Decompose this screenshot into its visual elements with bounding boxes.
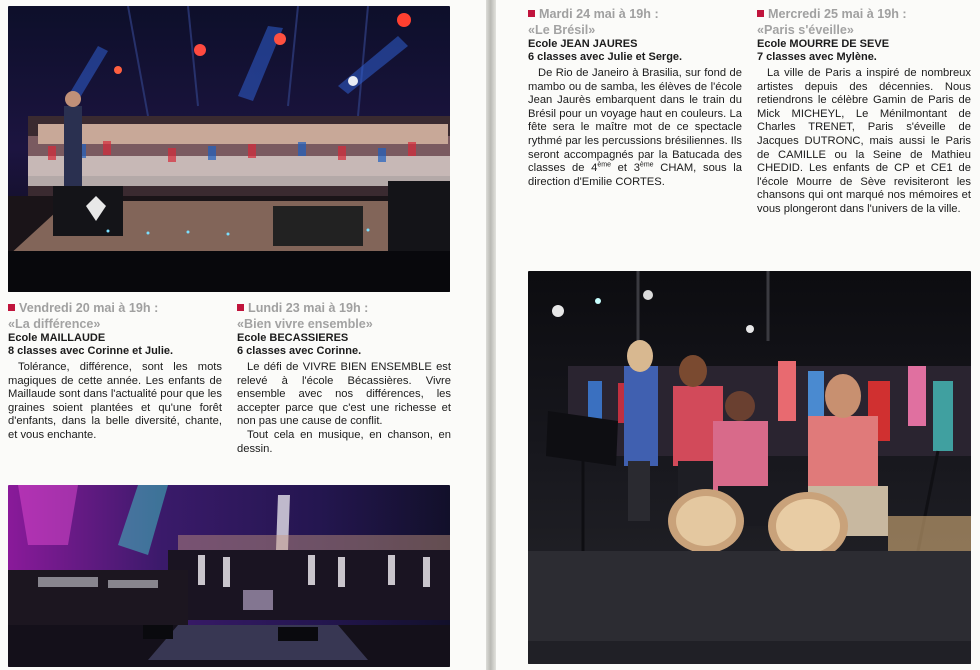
event-classes: 8 classes avec Corinne et Julie. [8, 345, 174, 357]
bullet-square-icon [8, 304, 15, 311]
event-title: «Le Brésil» [528, 23, 596, 37]
event-block-jean-jaures [528, 6, 742, 189]
event-school: Ecole MOURRE DE SEVE [757, 38, 890, 50]
event-block-maillaude [8, 300, 222, 443]
event-description: Le défi de VIVRE BIEN ENSEMBLE est relevé à l'école Bécassières. Vivre ensemble avec nos différences, les accepter parce que c'est une richesse et non pas une cause de conflit. [237, 361, 451, 428]
photo-choir-stage [8, 6, 450, 292]
event-school: Ecole BECASSIERES [237, 332, 349, 344]
event-date: Vendredi 20 mai à 19h : [8, 300, 222, 316]
event-description: La ville de Paris a inspiré de nombreux artistes depuis des décennies. Nous retiendrons le célèbre Gamin de Paris de Mick MICHEYL, Le Ménilmontant de Charles TRENET, Paris s'éveille de Jacques DUTRONC, mais aussi le Paris de CAMILLE ou la Seine de Mathieu CHEDID. Les enfants de CP et CE1 de l'école Mourre de Sève revisiteront les chansons qui ont marqué nos mémoires et vous plongeront dans l'univers de la ville. [757, 67, 971, 215]
event-date: Mercredi 25 mai à 19h : [757, 6, 971, 22]
event-classes: 6 classes avec Julie et Serge. [528, 51, 683, 63]
event-description: De Rio de Janeiro à Brasilia, sur fond de mambo ou de samba, les élèves de l'école Jean Jaurès embarquent dans le train du Brésil pour un voyage haut en couleurs. La fête sera le maître mot de ce spectacle rythmé par les percussions brésiliennes. Ils seront accompagnés par la Batucada des classes de 4ème et 3ème CHAM, sous la direction d'Emilie CORTES. [528, 67, 742, 188]
event-description-continued: Tout cela en musique, en chanson, en dessin. [237, 428, 451, 455]
bullet-square-icon [757, 10, 764, 17]
event-description: Tolérance, différence, sont les mots magiques de cette année. Les enfants de Maillaude sont dans l'actualité pour que les graines soient plantées et qu'une forêt d'enfants, dans la belle diversité, chante, et vous enchante. [8, 361, 222, 441]
event-title: «La différence» [8, 317, 101, 331]
event-title: «Bien vivre ensemble» [237, 317, 373, 331]
bullet-square-icon [528, 10, 535, 17]
event-block-becassieres [237, 300, 451, 456]
event-school: Ecole JEAN JAURES [528, 38, 638, 50]
event-school: Ecole MAILLAUDE [8, 332, 106, 344]
event-title: «Paris s'éveille» [757, 23, 854, 37]
event-classes: 6 classes avec Corinne. [237, 345, 362, 357]
event-date: Mardi 24 mai à 19h : [528, 6, 742, 22]
photo-orchestra [8, 485, 450, 667]
bullet-square-icon [237, 304, 244, 311]
event-block-mourre-de-seve [757, 6, 971, 217]
event-date: Lundi 23 mai à 19h : [237, 300, 451, 316]
event-classes: 7 classes avec Mylène. [757, 51, 877, 63]
page-gutter [486, 0, 496, 670]
photo-drummers [528, 271, 971, 664]
